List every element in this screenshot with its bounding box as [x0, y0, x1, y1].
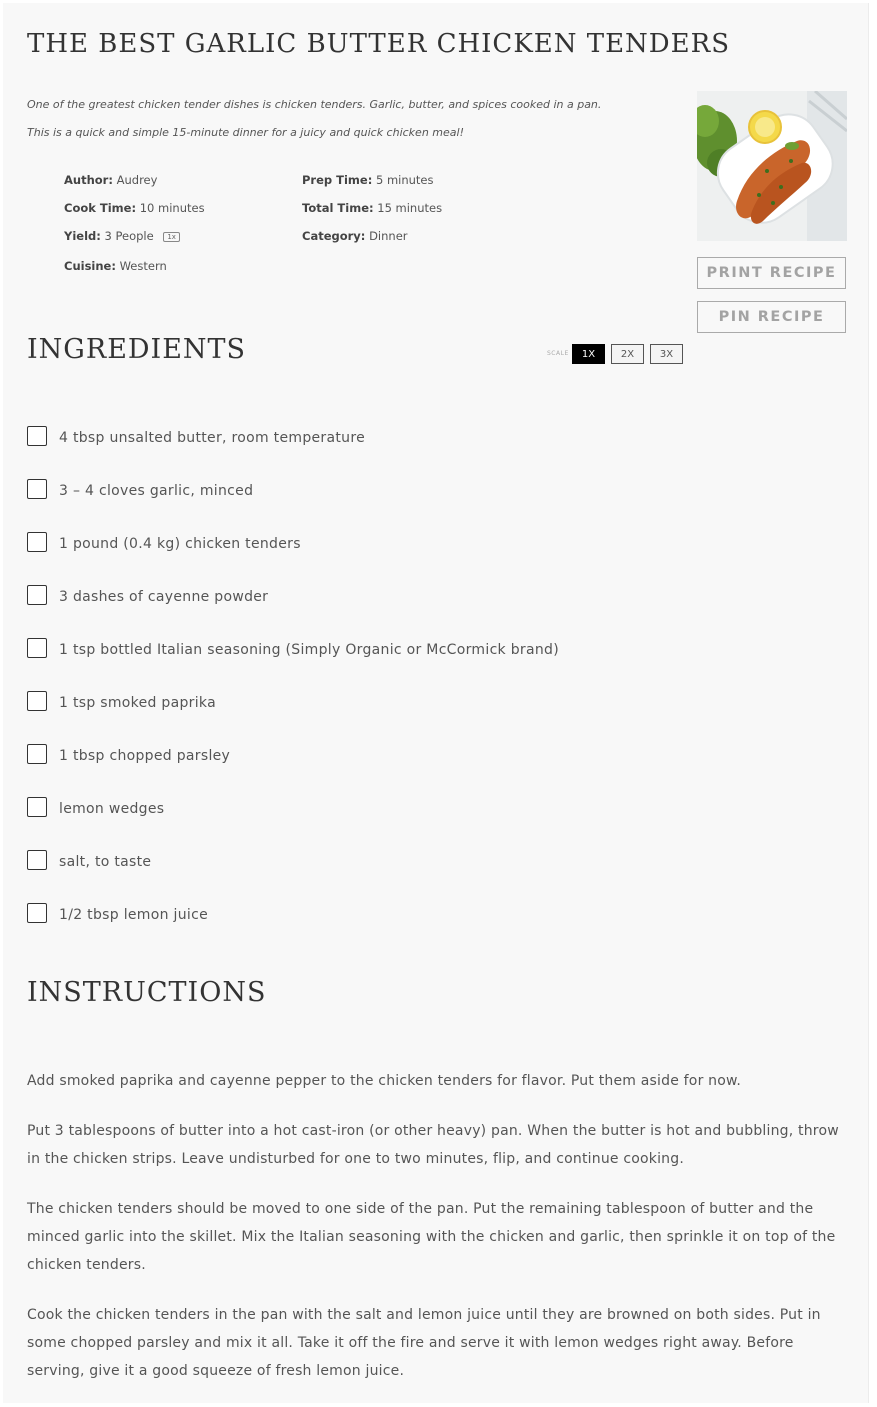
meta-author-label: Author: — [64, 173, 113, 187]
ingredient-text: lemon wedges — [59, 801, 165, 817]
ingredient-checkbox[interactable] — [27, 479, 47, 499]
meta-cook-label: Cook Time: — [64, 201, 137, 215]
ingredient-text: 1 pound (0.4 kg) chicken tenders — [59, 536, 301, 552]
meta-category-value: Dinner — [369, 229, 408, 243]
ingredient-checkbox[interactable] — [27, 744, 47, 764]
ingredient-text: 1 tsp smoked paprika — [59, 695, 216, 711]
meta-total-time — [302, 201, 442, 215]
meta-cook-time — [64, 201, 205, 215]
meta-author-value: Audrey — [116, 173, 158, 187]
meta-yield — [64, 229, 180, 243]
ingredient-checkbox[interactable] — [27, 691, 47, 711]
recipe-photo — [697, 91, 847, 241]
ingredient-text: salt, to taste — [59, 854, 152, 870]
recipe-title: THE BEST GARLIC BUTTER CHICKEN TENDERS — [27, 29, 731, 59]
scale-1x-button[interactable]: 1X — [572, 344, 605, 364]
ingredient-text: 1 tbsp chopped parsley — [59, 748, 231, 764]
pin-recipe-button[interactable]: PIN RECIPE — [697, 301, 846, 333]
ingredient-item — [27, 797, 847, 850]
ingredient-item — [27, 638, 847, 691]
ingredient-checkbox[interactable] — [27, 903, 47, 923]
instruction-step: Add smoked paprika and cayenne pepper to the chicken tenders for flavor. Put them aside for now. — [27, 1073, 742, 1089]
ingredients-list — [27, 426, 847, 956]
ingredient-text: 3 dashes of cayenne powder — [59, 589, 269, 605]
ingredient-checkbox[interactable] — [27, 797, 47, 817]
meta-cuisine-value: Western — [119, 259, 167, 273]
yield-scale-badge[interactable]: 1x — [163, 232, 180, 242]
ingredient-checkbox[interactable] — [27, 532, 47, 552]
summary-line-1: One of the greatest chicken tender dishes is chicken tenders. Garlic, butter, and spices cooked in a pan. — [27, 98, 602, 111]
ingredient-item — [27, 903, 847, 956]
meta-prep-value: 5 minutes — [375, 173, 434, 187]
ingredient-text: 4 tbsp unsalted butter, room temperature — [59, 430, 365, 446]
ingredient-text: 3 – 4 cloves garlic, minced — [59, 483, 254, 499]
meta-total-value: 15 minutes — [377, 201, 443, 215]
ingredient-item — [27, 744, 847, 797]
meta-yield-value: 3 People — [104, 229, 154, 243]
scale-2x-button[interactable]: 2X — [611, 344, 644, 364]
ingredient-item — [27, 532, 847, 585]
ingredient-item — [27, 691, 847, 744]
ingredient-item — [27, 585, 847, 638]
instruction-step: Cook the chicken tenders in the pan with the salt and lemon juice until they are browned on both sides. Put in some chopped parsley and mix it all. Take it off the fire and serve it with lemon wedges right away. Before serving, give it a good squeeze of fresh lemon juice. — [27, 1307, 821, 1379]
ingredient-checkbox[interactable] — [27, 585, 47, 605]
ingredient-text: 1 tsp bottled Italian seasoning (Simply Organic or McCormick brand) — [59, 642, 559, 658]
summary-line-2: This is a quick and simple 15-minute dinner for a juicy and quick chicken meal! — [27, 126, 464, 139]
recipe-card — [3, 3, 869, 1403]
meta-category-label: Category: — [302, 229, 366, 243]
print-recipe-button[interactable]: PRINT RECIPE — [697, 257, 846, 289]
ingredients-heading: INGREDIENTS — [27, 334, 247, 365]
ingredient-item — [27, 850, 847, 903]
garlic-butter-chicken-photo-icon — [697, 91, 847, 241]
scale-label: SCALE — [547, 350, 569, 357]
instructions-list — [27, 1067, 847, 1407]
ingredient-text: 1/2 tbsp lemon juice — [59, 907, 208, 923]
instruction-step: Put 3 tablespoons of butter into a hot cast-iron (or other heavy) pan. When the butter is hot and bubbling, throw in the chicken strips. Leave undisturbed for one to two minutes, flip, and continue cooking. — [27, 1123, 839, 1167]
meta-prep-time — [302, 173, 434, 187]
recipe-summary — [27, 91, 677, 147]
meta-prep-label: Prep Time: — [302, 173, 373, 187]
instruction-step: The chicken tenders should be moved to one side of the pan. Put the remaining tablespoon of butter and the minced garlic into the skillet. Mix the Italian seasoning with the chicken and garlic, then sprinkle it on top of the chicken tenders. — [27, 1201, 836, 1273]
ingredient-checkbox[interactable] — [27, 426, 47, 446]
meta-cuisine — [64, 259, 167, 273]
meta-total-label: Total Time: — [302, 201, 374, 215]
ingredient-checkbox[interactable] — [27, 850, 47, 870]
meta-author — [64, 173, 157, 187]
ingredient-item — [27, 479, 847, 532]
instructions-heading: INSTRUCTIONS — [27, 977, 267, 1008]
meta-category — [302, 229, 408, 243]
meta-yield-label: Yield: — [64, 229, 101, 243]
scale-3x-button[interactable]: 3X — [650, 344, 683, 364]
meta-cuisine-label: Cuisine: — [64, 259, 116, 273]
ingredient-item — [27, 426, 847, 479]
meta-cook-value: 10 minutes — [139, 201, 205, 215]
ingredient-checkbox[interactable] — [27, 638, 47, 658]
